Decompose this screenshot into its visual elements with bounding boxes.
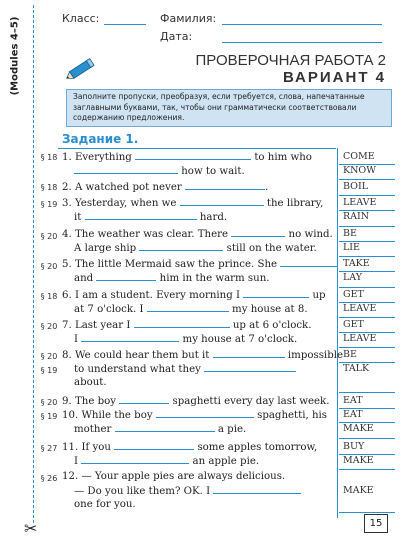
verb-rule xyxy=(339,392,395,393)
blank[interactable] xyxy=(280,257,338,267)
sentence-5-line-1: 5. The little Mermaid saw the prince. She xyxy=(62,257,334,271)
verb-word: TAKE xyxy=(343,258,370,269)
blank[interactable] xyxy=(156,408,254,418)
sentence-5-line-2: and him in the warm sun. xyxy=(74,273,270,284)
verb-word: COME xyxy=(343,151,375,162)
sentence-4-line-1: 4. The weather was clear. There no wind. xyxy=(62,229,333,240)
section-ref: § 18 xyxy=(40,183,58,192)
verb-word: BUY xyxy=(343,441,365,452)
sentence-6-line-2: at 7 o'clock. I my house at 8. xyxy=(74,304,308,315)
section-ref: § 20 xyxy=(40,352,58,361)
blank[interactable] xyxy=(85,210,197,220)
section-ref: § 19 xyxy=(40,412,58,421)
verb-word: EAT xyxy=(343,409,363,420)
sentence-3-line-2: it hard. xyxy=(74,212,228,223)
verb-word: MAKE xyxy=(343,423,374,434)
blank[interactable] xyxy=(81,454,189,464)
section-ref: § 20 xyxy=(40,232,58,241)
blank[interactable] xyxy=(81,332,179,342)
blank[interactable] xyxy=(185,180,265,190)
sentence-12-line-1: 12. — Your apple pies are always delicious. xyxy=(62,471,286,482)
sentence-6-line-1: 6. I am a student. Every morning I up xyxy=(62,290,326,301)
verb-rule xyxy=(339,256,395,257)
section-ref: § 27 xyxy=(40,444,58,453)
class-field[interactable] xyxy=(104,24,146,25)
sentence-12-line-3: one for you. xyxy=(74,499,136,510)
sentence-4-line-2: A large ship still on the water. xyxy=(74,243,317,254)
sentence-11-line-2: I an apple pie. xyxy=(74,456,260,467)
sentence-8-line-1: 8. We could hear them but it impossible xyxy=(62,350,344,361)
sentence-1-line-2: how to wait. xyxy=(62,164,346,178)
section-ref: § 19 xyxy=(40,200,58,209)
task-title: Задание 1. xyxy=(62,132,139,146)
verb-word: LEAVE xyxy=(343,333,377,344)
verb-word: KNOW xyxy=(343,165,376,176)
verb-word: MAKE xyxy=(343,485,374,496)
title-line2: ВАРИАНТ 4 xyxy=(282,69,386,86)
section-ref: § 20 xyxy=(40,262,58,271)
verb-rule xyxy=(339,438,395,439)
verb-rule xyxy=(339,469,395,470)
section-ref: § 19 xyxy=(40,366,58,375)
verb-rule xyxy=(339,512,395,513)
verb-word: BOIL xyxy=(343,181,369,192)
sentence-9: 9. The boy spaghetti every day last week. xyxy=(62,396,330,407)
sentence-10-line-1: 10. While the boy spaghetti, his xyxy=(62,410,327,421)
sentence-7-line-1: 7. Last year I up at 6 o'clock. xyxy=(62,320,312,331)
verb-word: MAKE xyxy=(343,455,374,466)
section-ref: § 26 xyxy=(40,474,58,483)
blank[interactable] xyxy=(213,484,301,494)
blank[interactable] xyxy=(114,440,194,450)
title-line1: ПРОВЕРОЧНАЯ РАБОТА 2 xyxy=(195,52,386,69)
blank[interactable] xyxy=(204,362,296,372)
blank[interactable] xyxy=(147,302,229,312)
verb-rule xyxy=(339,195,395,196)
blank[interactable] xyxy=(134,318,230,328)
instructions-box: Заполните пропуски, преобразуя, если требуется, слова, напечатанные заглавными буквами, так, чтобы они грамматически соответствовали содержанию предложения. xyxy=(66,89,392,127)
blank[interactable] xyxy=(74,164,178,174)
section-ref: § 18 xyxy=(40,153,58,162)
sentence-8-line-3: about. xyxy=(74,377,107,388)
sentence-11-line-1: 11. If you some apples tomorrow, xyxy=(62,442,318,453)
section-ref: § 20 xyxy=(40,322,58,331)
blank[interactable] xyxy=(135,150,251,160)
blank[interactable] xyxy=(119,394,169,404)
class-label: Класс: xyxy=(62,12,100,25)
top-rule xyxy=(58,148,336,149)
page-number: 15 xyxy=(364,514,388,533)
surname-label: Фамилия: xyxy=(160,12,217,25)
verb-word: LIE xyxy=(343,242,360,253)
verb-word: GET xyxy=(343,289,364,300)
verb-word: RAIN xyxy=(343,211,370,222)
verb-word: GET xyxy=(343,319,364,330)
verb-rule xyxy=(339,317,395,318)
scissors-icon: ✂ xyxy=(24,519,38,538)
verb-word: EAT xyxy=(343,395,363,406)
modules-label: (Modules 4–5) xyxy=(9,16,21,96)
blank[interactable] xyxy=(213,348,285,358)
verb-rule xyxy=(339,179,395,180)
blank[interactable] xyxy=(180,196,264,206)
verb-word: BE xyxy=(343,228,357,239)
blank[interactable] xyxy=(96,271,156,281)
blank[interactable] xyxy=(243,288,309,298)
section-ref: § 18 xyxy=(40,292,58,301)
surname-field[interactable] xyxy=(222,24,382,25)
blank[interactable] xyxy=(139,241,223,251)
verb-word: LEAVE xyxy=(343,303,377,314)
sentence-10-line-2: mother a pie. xyxy=(74,424,247,435)
sentence-7-line-2: I my house at 7 o'clock. xyxy=(74,334,298,345)
blank[interactable] xyxy=(115,422,215,432)
verb-word: BE xyxy=(343,349,357,360)
verb-rule xyxy=(339,347,395,348)
date-label: Дата: xyxy=(160,30,193,43)
verb-word: LAY xyxy=(343,272,363,283)
sentence-1-line-1: 1. Everything to him who xyxy=(62,152,312,163)
date-field[interactable] xyxy=(222,42,382,43)
verb-rule xyxy=(339,287,395,288)
sentence-3-line-1: 3. Yesterday, when we the library, xyxy=(62,198,324,209)
sentence-8-line-2: to understand what they xyxy=(62,362,346,376)
blank[interactable] xyxy=(231,227,285,237)
verb-word: LEAVE xyxy=(343,197,377,208)
verb-rule xyxy=(339,226,395,227)
sentence-2: 2. A watched pot never . xyxy=(62,182,269,193)
verb-word: TALK xyxy=(343,363,370,374)
section-ref: § 20 xyxy=(40,398,58,407)
sentence-12-line-2: — Do you like them? OK. I xyxy=(62,484,346,498)
pencil-icon xyxy=(64,56,98,82)
